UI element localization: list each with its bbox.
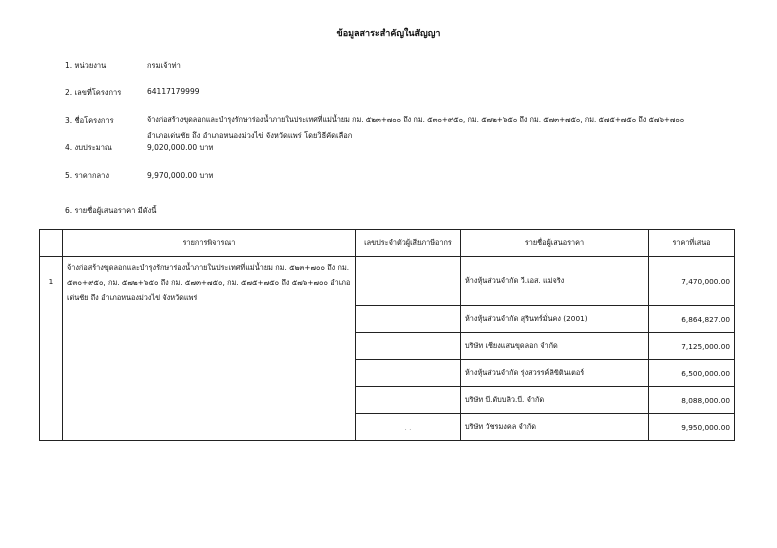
field-value: 9,020,000.00 บาท — [147, 143, 214, 152]
bid-price: 6,864,827.00 — [649, 306, 735, 333]
tax-id-cell — [356, 257, 461, 306]
field-value: 64117179999 — [147, 87, 200, 96]
field-value: 9,970,000.00 บาท — [147, 171, 214, 180]
header-bidder: รายชื่อผู้เสนอราคา — [461, 230, 649, 257]
field-label: 2. เลขที่โครงการ — [65, 88, 122, 97]
field-value: จ้างก่อสร้างขุดลอกและบำรุงรักษาร่องน้ำภายในประเทศที่แม่น้ำยม กม. ๕๒๓+๗๐๐ ถึง กม. ๕๓๐+๙๕๐, กม. ๕๗๒+๖๕๐ ถึง กม. ๕๗๓+๗๕๐, กม. ๕๗๕+๗๕๐ ถึง ๕๗๖+๗๐๐ — [147, 115, 685, 124]
table-row — [40, 257, 735, 306]
bidder-name: บริษัท บี.ดับบลิว.บี. จำกัด — [461, 387, 649, 414]
header-price: ราคาที่เสนอ — [649, 230, 735, 257]
bidder-name: ห้างหุ้นส่วนจำกัด รุ่งสวรรค์ลิขิตินเตอร์ — [461, 360, 649, 387]
bid-price: 6,500,000.00 — [649, 360, 735, 387]
header-index — [40, 230, 63, 257]
document-title: ข้อมูลสาระสำคัญในสัญญา — [336, 29, 441, 39]
bidder-name: ห้างหุ้นส่วนจำกัด วี.เอส. แม่จริง — [461, 257, 649, 306]
tax-id-cell: . . — [356, 414, 461, 441]
field-label: 4. งบประมาณ — [65, 143, 112, 152]
bid-price: 9,950,000.00 — [649, 414, 735, 441]
bidders-table — [39, 229, 735, 441]
bidder-name: ห้างหุ้นส่วนจำกัด สุรินทร์มั่นคง (2001) — [461, 306, 649, 333]
bid-price: 7,470,000.00 — [649, 257, 735, 306]
bidder-name: บริษัท วัชรมงคล จำกัด — [461, 414, 649, 441]
bidder-name: บริษัท เชียงแสนขุดลอก จำกัด — [461, 333, 649, 360]
field-label: 5. ราคากลาง — [65, 171, 110, 180]
tax-id-cell — [356, 333, 461, 360]
field-label: 6. รายชื่อผู้เสนอราคา มีดังนี้ — [65, 206, 157, 215]
table-header-row — [40, 230, 735, 257]
tax-id-cell — [356, 306, 461, 333]
bid-price: 8,088,000.00 — [649, 387, 735, 414]
project-cell: จ้างก่อสร้างขุดลอกและบำรุงรักษาร่องน้ำภายในประเทศที่แม่น้ำยม กม. ๕๒๓+๗๐๐ ถึง กม. ๕๓๐+๙๕๐, กม. ๕๗๒+๖๕๐ ถึง กม. ๕๗๓+๗๕๐, กม. ๕๗๕+๗๕๐ ถึง ๕๗๖+๗๐๐ อำเภอเด่นชัย ถึง อำเภอหนองม่วงไข่ จังหวัดแพร่ — [63, 257, 356, 441]
header-tax-id: เลขประจำตัวผู้เสียภาษีอากร — [356, 230, 461, 257]
header-item: รายการพิจารณา — [63, 230, 356, 257]
row-index: 1 — [40, 257, 63, 441]
field-value: อำเภอเด่นชัย ถึง อำเภอหนองม่วงไข่ จังหวัดแพร่ โดยวิธีคัดเลือก — [147, 131, 353, 140]
bid-price: 7,125,000.00 — [649, 333, 735, 360]
field-value: กรมเจ้าท่า — [147, 61, 181, 70]
tax-id-cell — [356, 360, 461, 387]
field-label: 3. ชื่อโครงการ — [65, 116, 114, 125]
field-label: 1. หน่วยงาน — [65, 61, 107, 70]
tax-id-cell — [356, 387, 461, 414]
